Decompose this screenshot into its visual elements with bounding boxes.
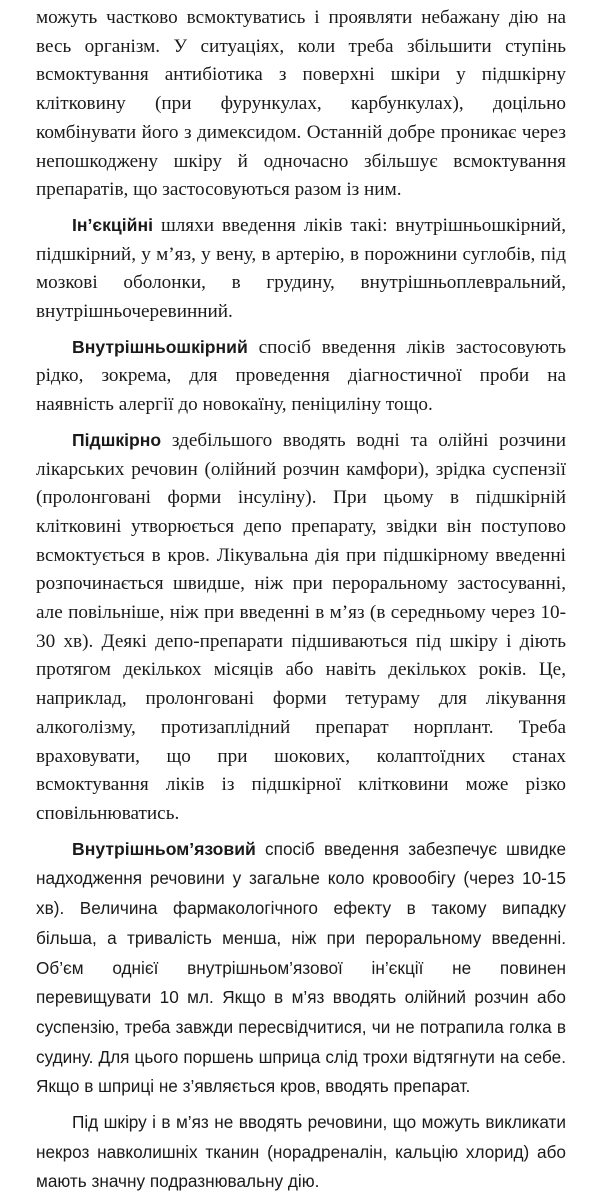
term-intradermal: Внутрішньошкірний [72, 336, 248, 357]
paragraph-intramuscular [36, 835, 566, 1102]
paragraph-text: спосіб введення забезпечує швидке надходження речовини у загальне коло кровообігу (через 10-15 хв). Величина фармакологічного ефекту в такому випадку більша, а тривалість менша, ніж при пероральному введенні. Об’єм однієї внутрішньом’язової ін’єкції не повинен перевищувати 10 мл. Якщо в м’яз вводять олійний розчин або суспензію, треба завжди пересвідчитися, чи не потрапила голка в судину. Для цього поршень шприца слід трохи відтягнути на себе. Якщо в шприці не з’являється кров, вводять препарат. [36, 838, 566, 1097]
paragraph-subcutaneous [36, 426, 566, 829]
paragraph-absorption-continued [36, 4, 566, 205]
term-subcutaneous: Підшкірно [72, 429, 162, 450]
document-page [36, 4, 566, 1197]
paragraph-text: Під шкіру і в м’яз не вводять речовини, що можуть викликати некроз навколишніх тканин (норадреналін, кальцію хлорид) або мають значну подразнювальну дію. [36, 1112, 566, 1192]
term-injection: Ін’єкційні [72, 214, 153, 235]
paragraph-necrosis-warning [36, 1108, 566, 1197]
paragraph-text: шляхи введення ліків такі: внутрішньошкірний, підшкірний, у м’яз, у вену, в артерію, в порожнини суглобів, під мозкові оболонки, в грудину, внутрішньоплевральний, внутрішньочеревинний. [36, 214, 566, 323]
paragraph-text: можуть частково всмоктуватись і проявляти небажану дію на весь організм. У ситуаціях, коли треба збільшити ступінь всмоктування антибіотика з поверхні шкіри у підшкірну клітковину (при фурункулах, карбункулах), доцільно комбінувати його з димексидом. Останній добре проникає через непошкоджену шкіру й одночасно збільшує всмоктування препаратів, що застосовуються разом із ним. [36, 7, 566, 201]
paragraph-text: спосіб введення ліків застосовують рідко, зокрема, для проведення діагностичної проби на наявність алергії до новокаїну, пеніциліну тощо. [36, 336, 566, 416]
paragraph-intradermal [36, 333, 566, 420]
term-intramuscular: Внутрішньом’язовий [72, 838, 256, 859]
paragraph-text: здебільшого вводять водні та олійні розчини лікарських речовин (олійний розчин камфори), зрідка суспензії (пролонговані форми інсуліну). При цьому в підшкірній клітковині утворюється депо препарату, звідки він поступово всмоктується в кров. Лікувальна дія при підшкірному введенні розпочинається швидше, ніж при пероральному застосуванні, але повільніше, ніж при введенні в м’яз (в середньому через 10-30 хв). Деякі депо-препарати підшиваються під шкіру і діють протягом декількох місяців або навіть декількох років. Це, наприклад, пролонговані форми тетураму для лікування алкоголізму, протизаплідний препарат норплант. Треба враховувати, що при шокових, колаптоїдних станах всмоктування ліків із підшкірної клітковини може різко сповільнюватись. [36, 429, 566, 824]
paragraph-injection-routes [36, 211, 566, 327]
